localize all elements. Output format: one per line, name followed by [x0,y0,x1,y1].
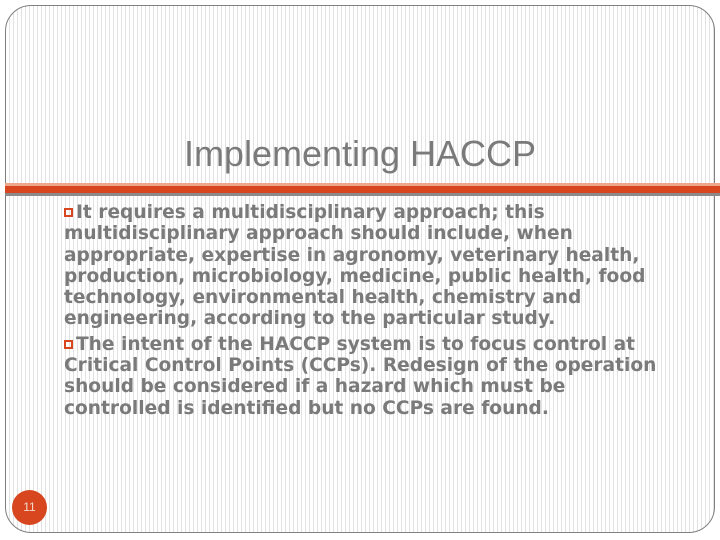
page-number-badge: 11 [12,490,47,525]
square-bullet-icon [64,208,73,217]
square-bullet-icon [64,340,73,349]
bullet-text: It requires a multidisciplinary approach; this multidisciplinary approach should include, when appropriate, expertise in agronomy, veterinary health, production, microbiology, medicine, public health, food technology, environmental health, chemistry and engineering, according to the particular study. [64,202,646,330]
slide-title: Implementing HACCP [183,133,537,174]
slide-body [64,202,664,423]
bullet-item [64,202,664,330]
bullet-item [64,334,664,419]
bullet-text: The intent of the HACCP system is to focus control at Critical Control Points (CCPs). Redesign of the operation should be considered if a hazard which must be controlled is identified but no CCPs are found. [64,333,657,419]
title-divider-gray [5,193,720,196]
title-divider-accent [5,186,720,193]
